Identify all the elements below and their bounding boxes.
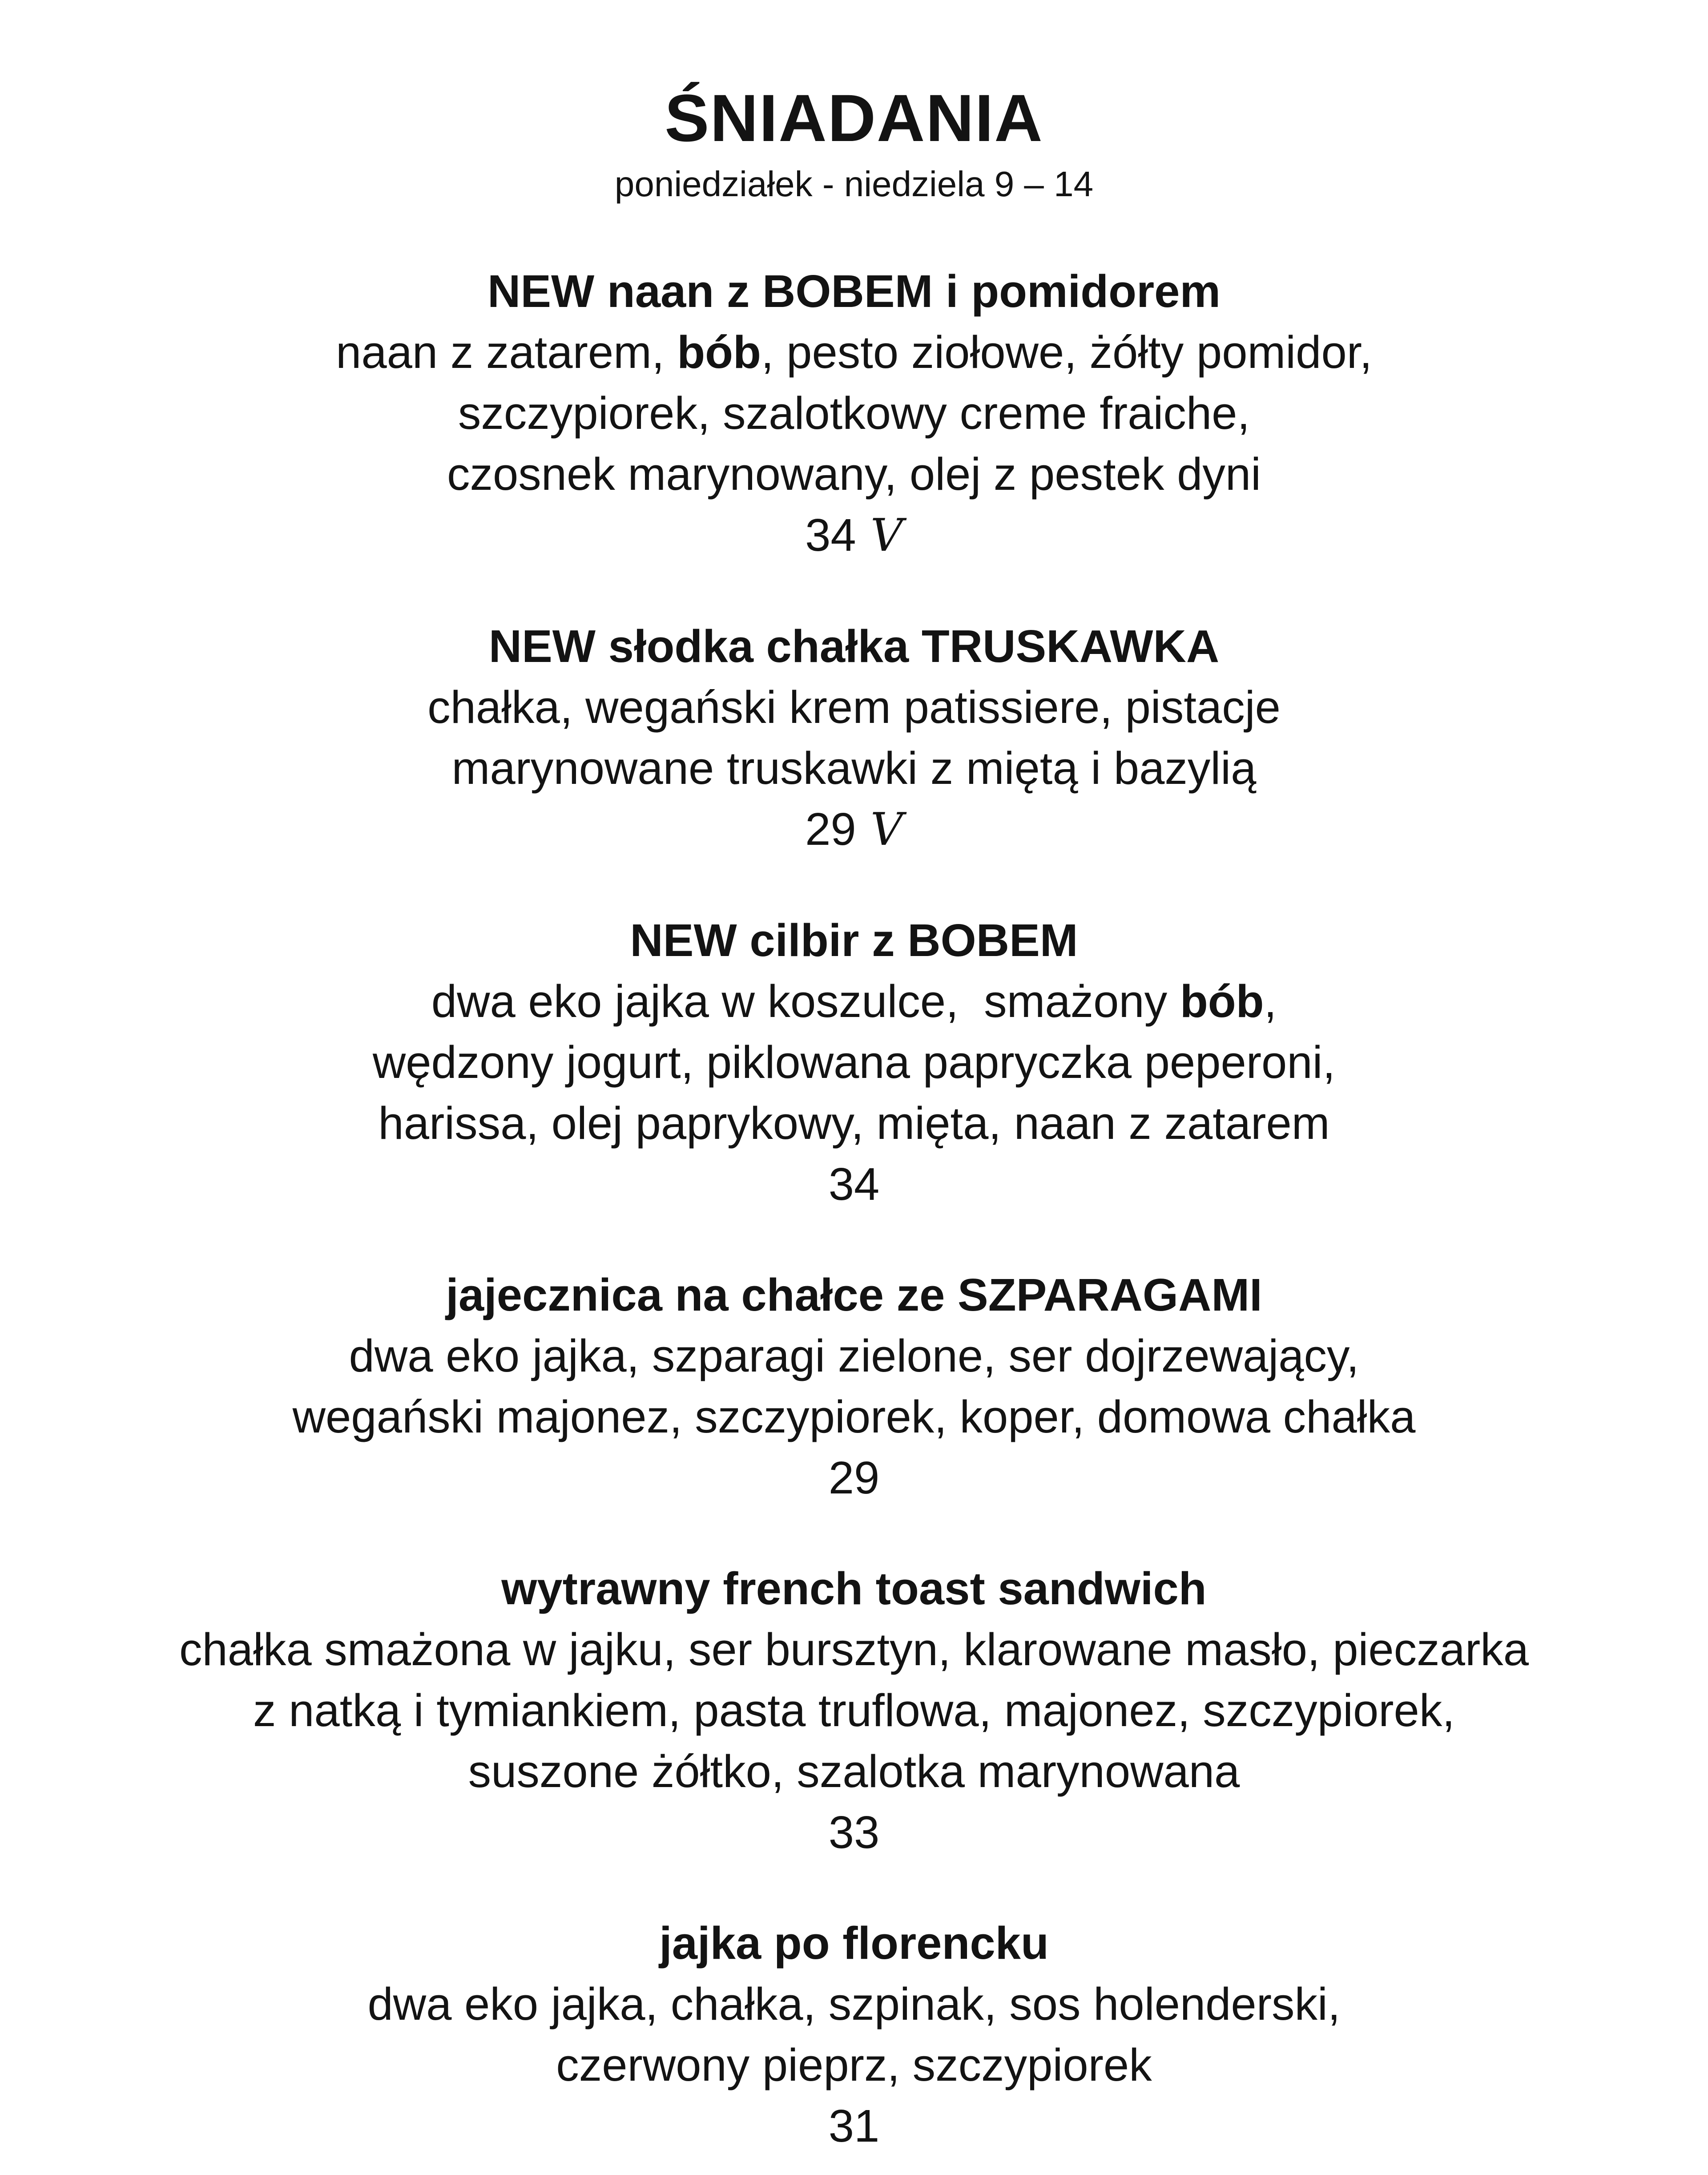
item-price: 29 — [828, 1452, 880, 1503]
page-title: ŚNIADANIA — [665, 81, 1043, 155]
item-price: 33 — [828, 1807, 880, 1858]
item-price-line — [27, 2095, 1681, 2156]
item-description-line: dwa eko jajka w koszulce, smażony bób, — [431, 976, 1277, 1027]
item-description-line: harissa, olej paprykowy, mięta, naan z zatarem — [378, 1098, 1330, 1149]
item-price-line — [27, 799, 1681, 860]
item-description-line: suszone żółtko, szalotka marynowana — [468, 1746, 1240, 1797]
item-price-line — [27, 504, 1681, 566]
item-title: NEW słodka chałka TRUSKAWKA — [488, 621, 1220, 672]
item-description-line: dwa eko jajka, chałka, szpinak, sos holenderski, — [367, 1978, 1341, 2030]
item-price: 31 — [828, 2100, 880, 2151]
item-price-line — [27, 1154, 1681, 1215]
item-description-line: wędzony jogurt, piklowana papryczka peperoni, — [372, 1037, 1336, 1088]
item-description-line: chałka smażona w jajku, ser bursztyn, klarowane masło, pieczarka — [179, 1624, 1529, 1675]
item-price: 34 — [828, 1158, 880, 1210]
item-description-line: czerwony pieprz, szczypiorek — [556, 2039, 1152, 2090]
menu-item-slodka-chalka — [27, 616, 1681, 860]
item-description-line: wegański majonez, szczypiorek, koper, domowa chałka — [292, 1391, 1416, 1442]
item-price: 29 — [805, 803, 856, 855]
menu-item-cilbir — [27, 910, 1681, 1215]
vegan-icon: V — [870, 509, 903, 561]
item-description-line: naan z zatarem, bób, pesto ziołowe, żółty pomidor, — [336, 327, 1372, 378]
item-price-line — [27, 1802, 1681, 1863]
menu-item-jajka-po-florencku — [27, 1913, 1681, 2156]
menu-section — [27, 261, 1681, 2156]
item-title: jajecznica na chałce ze SZPARAGAMI — [446, 1269, 1262, 1320]
page-subtitle: poniedziałek - niedziela 9 – 14 — [614, 164, 1094, 204]
item-title: jajka po florencku — [659, 1917, 1049, 1969]
item-description-line: marynowane truskawki z miętą i bazylią — [451, 742, 1257, 794]
vegan-icon: V — [870, 803, 903, 855]
item-description-line: z natką i tymiankiem, pasta truflowa, majonez, szczypiorek, — [253, 1685, 1455, 1736]
menu-item-jajecznica — [27, 1264, 1681, 1508]
menu-item-naan-z-bobem — [27, 261, 1681, 566]
item-title: NEW naan z BOBEM i pomidorem — [487, 266, 1221, 317]
item-price: 34 — [805, 509, 856, 561]
menu-item-french-toast — [27, 1558, 1681, 1863]
item-title: NEW cilbir z BOBEM — [630, 915, 1078, 966]
item-description-line: chałka, wegański krem patissiere, pistacje — [427, 682, 1281, 733]
item-description-line: czosnek marynowany, olej z pestek dyni — [447, 448, 1261, 500]
item-price-line — [27, 1447, 1681, 1508]
item-description-line: dwa eko jajka, szparagi zielone, ser dojrzewający, — [349, 1330, 1359, 1381]
item-title: wytrawny french toast sandwich — [501, 1563, 1207, 1614]
item-description-line: szczypiorek, szalotkowy creme fraiche, — [458, 387, 1250, 439]
